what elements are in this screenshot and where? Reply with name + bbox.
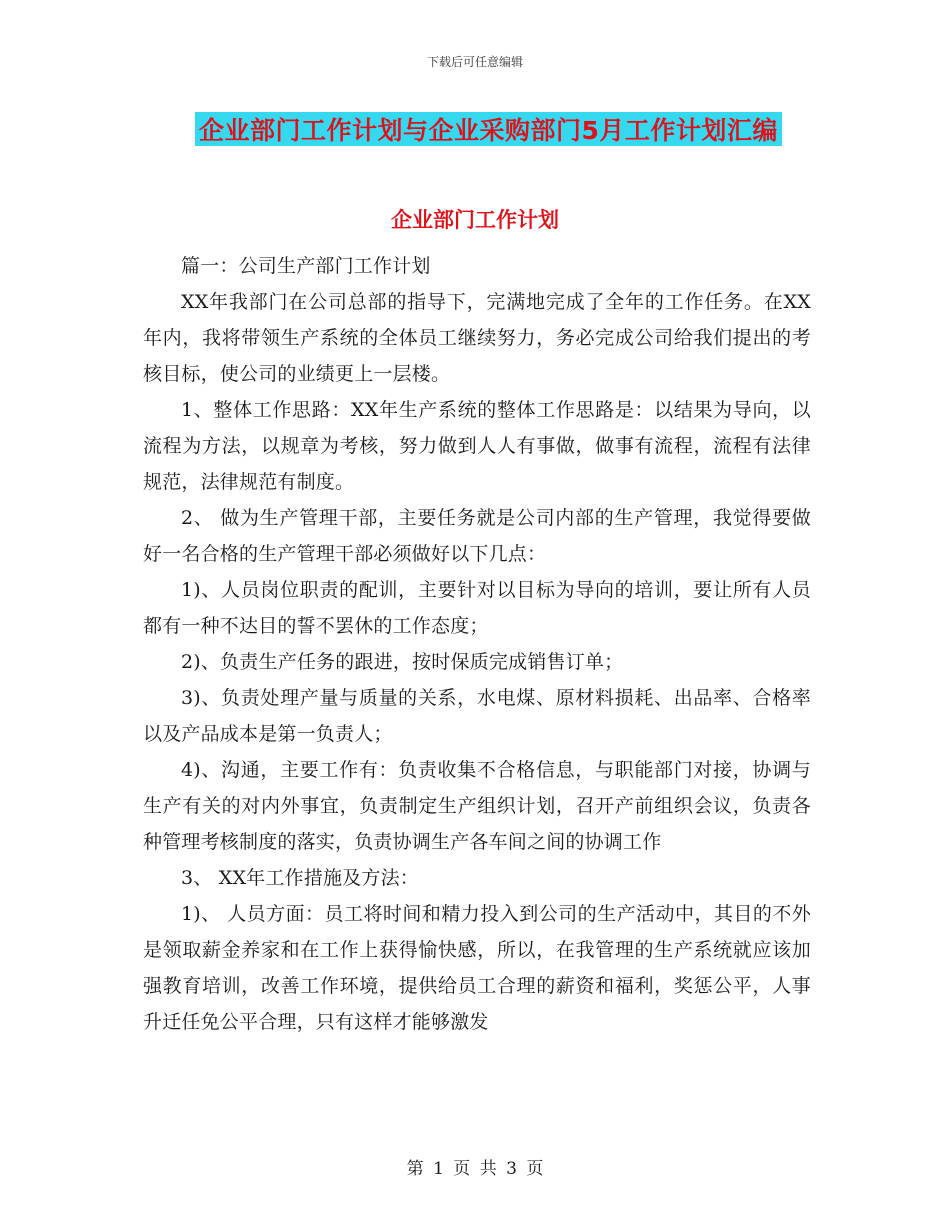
paragraph: 3、 XX年工作措施及方法：: [181, 867, 419, 889]
paragraph: 2、 做为生产管理干部，主要任务就是公司内部的生产管理，我觉得要做好一名合格的生产管理干部必须做好以下几点：: [143, 507, 811, 565]
document-title: 企业部门工作计划与企业采购部门5月工作计划汇编: [199, 116, 778, 145]
paragraph: 篇一：公司生产部门工作计划: [181, 255, 431, 277]
paragraph: 2)、负责生产任务的跟进，按时保质完成销售订单；: [181, 651, 624, 673]
paragraph: XX年我部门在公司总部的指导下，完满地完成了全年的工作任务。在XX年内，我将带领生产系统的全体员工继续努力，务必完成公司给我们提出的考核目标，使公司的业绩更上一层楼。: [143, 291, 811, 385]
document-body: [143, 248, 811, 1040]
page-footer: 第 1 页 共 3 页: [406, 1159, 544, 1179]
paragraph: 4)、沟通，主要工作有：负责收集不合格信息，与职能部门对接，协调与生产有关的对内外事宜，负责制定生产组织计划，召开产前组织会议，负责各种管理考核制度的落实，负责协调生产各车间之间的协调工作: [143, 759, 811, 853]
paragraph: 1)、人员岗位职责的配训，主要针对以目标为导向的培训，要让所有人员都有一种不达目的誓不罢休的工作态度；: [143, 579, 811, 637]
paragraph: 1、整体工作思路：XX年生产系统的整体工作思路是：以结果为导向，以流程为方法，以规章为考核，努力做到人人有事做，做事有流程，流程有法律规范，法律规范有制度。: [143, 399, 811, 493]
header-note: 下载后可任意编辑: [426, 55, 523, 69]
paragraph: 1)、 人员方面：员工将时间和精力投入到公司的生产活动中，其目的不外是领取薪金养家和在工作上获得愉快感，所以，在我管理的生产系统就应该加强教育培训，改善工作环境，提供给员工合理的薪资和福利，奖惩公平，人事升迁任免公平合理，只有这样才能够激发: [143, 903, 811, 1033]
section-title: 企业部门工作计划: [391, 208, 559, 232]
document-title-highlight: [195, 112, 782, 146]
paragraph: 3)、负责处理产量与质量的关系，水电煤、原材料损耗、出品率、合格率以及产品成本是第一负责人；: [143, 687, 811, 745]
